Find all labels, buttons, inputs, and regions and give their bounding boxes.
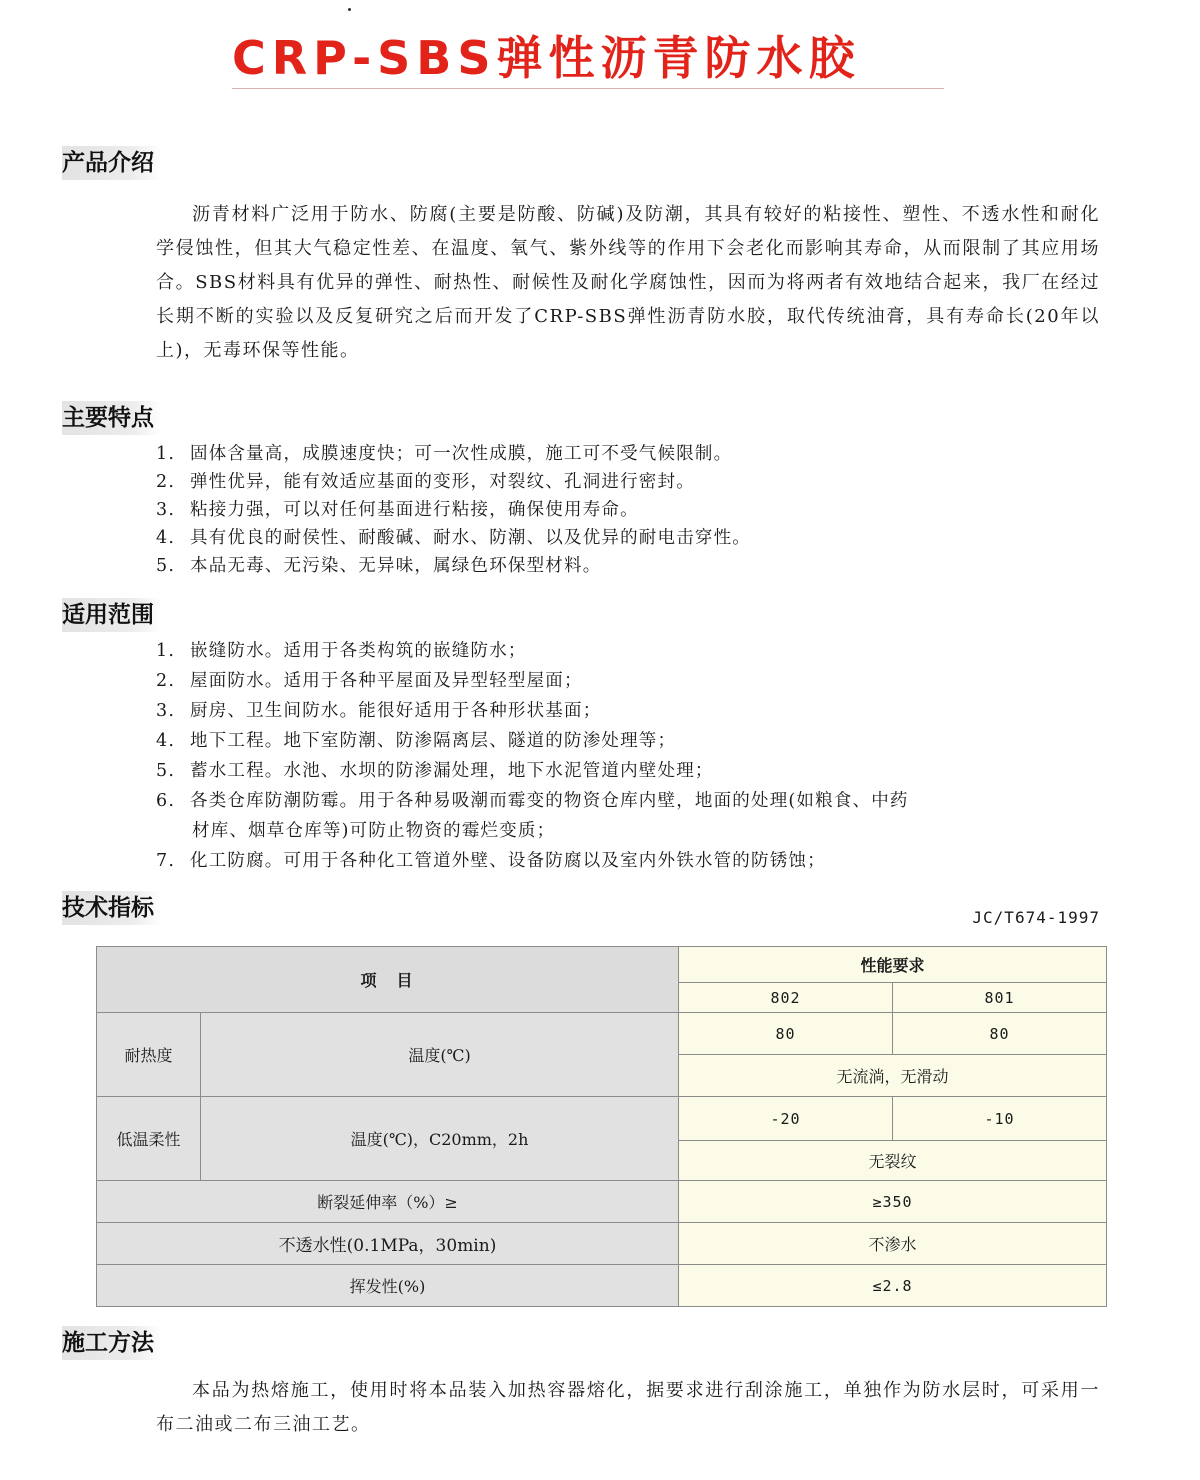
header-performance: 性能要求 bbox=[679, 947, 1107, 983]
item-text: 嵌缝防水。适用于各类构筑的嵌缝防水； bbox=[190, 641, 527, 661]
item-text: 粘接力强，可以对任何基面进行粘接，确保使用寿命。 bbox=[190, 500, 639, 520]
item-number: 4. bbox=[156, 528, 176, 548]
cold-result: 无裂纹 bbox=[679, 1141, 1107, 1181]
list-item bbox=[156, 496, 1100, 524]
list-item bbox=[156, 666, 1100, 696]
item-text: 弹性优异，能有效适应基面的变形，对裂纹、孔洞进行密封。 bbox=[190, 472, 695, 492]
item-text: 屋面防水。适用于各种平屋面及异型轻型屋面； bbox=[190, 671, 583, 691]
table-row bbox=[97, 947, 1107, 983]
table-row bbox=[97, 1013, 1107, 1055]
heat-result: 无流淌，无滑动 bbox=[679, 1055, 1107, 1097]
section-heading-features: 主要特点 bbox=[62, 401, 162, 435]
elongation-value: ≥350 bbox=[679, 1181, 1107, 1223]
header-item: 项 目 bbox=[97, 947, 679, 1013]
item-text: 具有优良的耐侯性、耐酸碱、耐水、防潮、以及优异的耐电击穿性。 bbox=[190, 528, 751, 548]
table-row bbox=[97, 1265, 1107, 1307]
section-heading-method: 施工方法 bbox=[62, 1326, 162, 1360]
header-col-801: 801 bbox=[893, 983, 1107, 1013]
item-text: 本品无毒、无污染、无异味，属绿色环保型材料。 bbox=[190, 556, 602, 576]
item-number: 2. bbox=[156, 671, 176, 691]
item-number: 3. bbox=[156, 701, 176, 721]
scope-list bbox=[156, 636, 1100, 876]
cold-value-802: -20 bbox=[679, 1097, 893, 1141]
water-value: 不渗水 bbox=[679, 1223, 1107, 1265]
intro-paragraph: 沥青材料广泛用于防水、防腐(主要是防酸、防碱)及防潮，其具有较好的粘接性、塑性、不透水性和耐化学侵蚀性，但其大气稳定性差、在温度、氧气、紫外线等的作用下会老化而影响其寿命，从而限制了其应用场合。SBS材料具有优异的弹性、耐热性、耐候性及耐化学腐蚀性，因而为将两者有效地结合起来，我厂在经过长期不断的实验以及反复研究之后而开发了CRP-SBS弹性沥青防水胶，取代传统油膏，具有寿命长(20年以上)，无毒环保等性能。 bbox=[156, 204, 1100, 361]
item-text: 地下工程。地下室防潮、防渗隔离层、隧道的防渗处理等； bbox=[190, 731, 677, 751]
title-underline bbox=[232, 88, 944, 89]
list-item bbox=[156, 756, 1100, 786]
table-row bbox=[97, 1223, 1107, 1265]
list-item bbox=[156, 440, 1100, 468]
list-item bbox=[156, 696, 1100, 726]
list-item bbox=[156, 552, 1100, 580]
row-label-volatility: 挥发性(%) bbox=[97, 1265, 679, 1307]
item-number: 4. bbox=[156, 731, 176, 751]
item-text: 各类仓库防潮防霉。用于各种易吸潮而霉变的物资仓库内壁，地面的处理(如粮食、中药 bbox=[190, 791, 909, 811]
row-label-water: 不透水性(0.1MPa，30min) bbox=[97, 1223, 679, 1265]
section-heading-intro: 产品介绍 bbox=[62, 146, 162, 180]
section-heading-scope: 适用范围 bbox=[62, 598, 162, 632]
list-item bbox=[156, 726, 1100, 756]
item-number: 6. bbox=[156, 791, 176, 811]
features-list bbox=[156, 440, 1100, 580]
list-item bbox=[156, 786, 1100, 846]
item-number: 1. bbox=[156, 641, 176, 661]
speck-dot bbox=[348, 8, 351, 11]
cold-condition: 温度(℃)，Ⅽ20mm，2h bbox=[201, 1097, 679, 1181]
item-number: 3. bbox=[156, 500, 176, 520]
item-text: 厨房、卫生间防水。能很好适用于各种形状基面； bbox=[190, 701, 602, 721]
item-number: 1. bbox=[156, 444, 176, 464]
spec-table bbox=[96, 946, 1107, 1307]
list-item bbox=[156, 468, 1100, 496]
item-number: 7. bbox=[156, 851, 176, 871]
list-item bbox=[156, 846, 1100, 876]
row-label-elongation: 断裂延伸率（%）≥ bbox=[97, 1181, 679, 1223]
heat-value-802: 80 bbox=[679, 1013, 893, 1055]
item-text: 固体含量高，成膜速度快；可一次性成膜，施工可不受气候限制。 bbox=[190, 444, 733, 464]
list-item bbox=[156, 524, 1100, 552]
header-col-802: 802 bbox=[679, 983, 893, 1013]
table-row bbox=[97, 1097, 1107, 1141]
list-item bbox=[156, 636, 1100, 666]
standard-code: JC/T674-1997 bbox=[972, 908, 1100, 927]
method-paragraph: 本品为热熔施工，使用时将本品装入加热容器熔化，据要求进行刮涂施工，单独作为防水层时，可采用一布二油或二布三油工艺。 bbox=[156, 1380, 1100, 1435]
item-number: 5. bbox=[156, 556, 176, 576]
page-title: CRP-SBS弹性沥青防水胶 bbox=[232, 31, 861, 85]
item-text: 蓄水工程。水池、水坝的防渗漏处理，地下水泥管道内壁处理； bbox=[190, 761, 714, 781]
volatility-value: ≤2.8 bbox=[679, 1265, 1107, 1307]
table-row bbox=[97, 1181, 1107, 1223]
cold-value-801: -10 bbox=[893, 1097, 1107, 1141]
item-text: 化工防腐。可用于各种化工管道外壁、设备防腐以及室内外铁水管的防锈蚀； bbox=[190, 851, 826, 871]
item-text-continuation: 材库、烟草仓库等)可防止物资的霉烂变质； bbox=[192, 821, 556, 841]
heat-condition: 温度(℃) bbox=[201, 1013, 679, 1097]
row-label-cold: 低温柔性 bbox=[97, 1097, 201, 1181]
item-number: 2. bbox=[156, 472, 176, 492]
row-label-heat: 耐热度 bbox=[97, 1013, 201, 1097]
section-heading-tech: 技术指标 bbox=[62, 891, 162, 925]
heat-value-801: 80 bbox=[893, 1013, 1107, 1055]
item-number: 5. bbox=[156, 761, 176, 781]
